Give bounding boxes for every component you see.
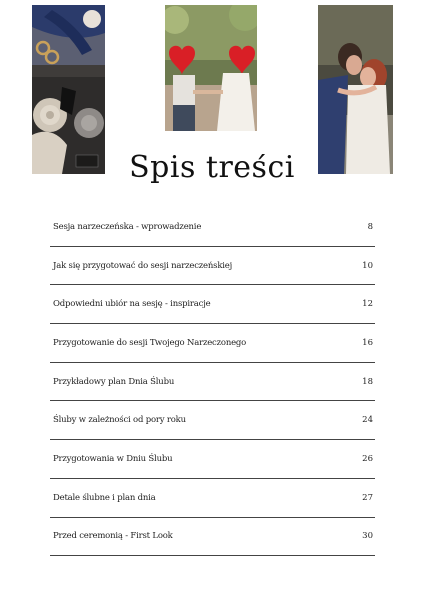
toc-row[interactable] [50, 285, 375, 324]
toc-row[interactable] [50, 208, 375, 247]
toc-row[interactable] [50, 479, 375, 518]
toc-entry-page: 8 [367, 221, 373, 232]
toc-entry-page: 12 [362, 299, 373, 310]
toc-entry-title: Śluby w zależności od pory roku [53, 415, 186, 426]
toc-row[interactable] [50, 247, 375, 286]
toc-row[interactable] [50, 324, 375, 363]
toc-entry-title: Odpowiedni ubiór na sesję - inspiracje [53, 299, 211, 310]
toc-entry-title: Detale ślubne i plan dnia [53, 492, 156, 503]
toc-row[interactable] [50, 363, 375, 402]
toc-entry-page: 18 [362, 376, 373, 387]
toc-entry-page: 24 [362, 415, 373, 426]
toc-entry-page: 26 [362, 453, 373, 464]
toc-row[interactable] [50, 401, 375, 440]
couple-with-heart-balloons-photo [165, 5, 257, 131]
toc-entry-title: Przykładowy plan Dnia Ślubu [53, 376, 175, 387]
toc-row[interactable] [50, 440, 375, 479]
table-of-contents [50, 208, 375, 556]
page-title: Spis treści [129, 150, 295, 185]
toc-entry-title: Sesja narzeczeńska - wprowadzenie [53, 221, 202, 232]
toc-row[interactable] [50, 518, 375, 557]
toc-entry-title: Przygotowania w Dniu Ślubu [53, 453, 173, 464]
toc-entry-page: 16 [362, 337, 373, 348]
toc-entry-title: Jak się przygotować do sesji narzeczeńskiej [53, 260, 233, 271]
toc-entry-page: 27 [362, 492, 373, 503]
couple-embracing-photo [318, 5, 393, 174]
toc-entry-title: Przed ceremonią - First Look [53, 531, 173, 542]
toc-entry-page: 30 [362, 531, 373, 542]
wedding-rings-photo [32, 5, 105, 174]
toc-entry-page: 10 [362, 260, 373, 271]
toc-entry-title: Przygotowanie do sesji Twojego Narzeczonego [53, 337, 247, 348]
